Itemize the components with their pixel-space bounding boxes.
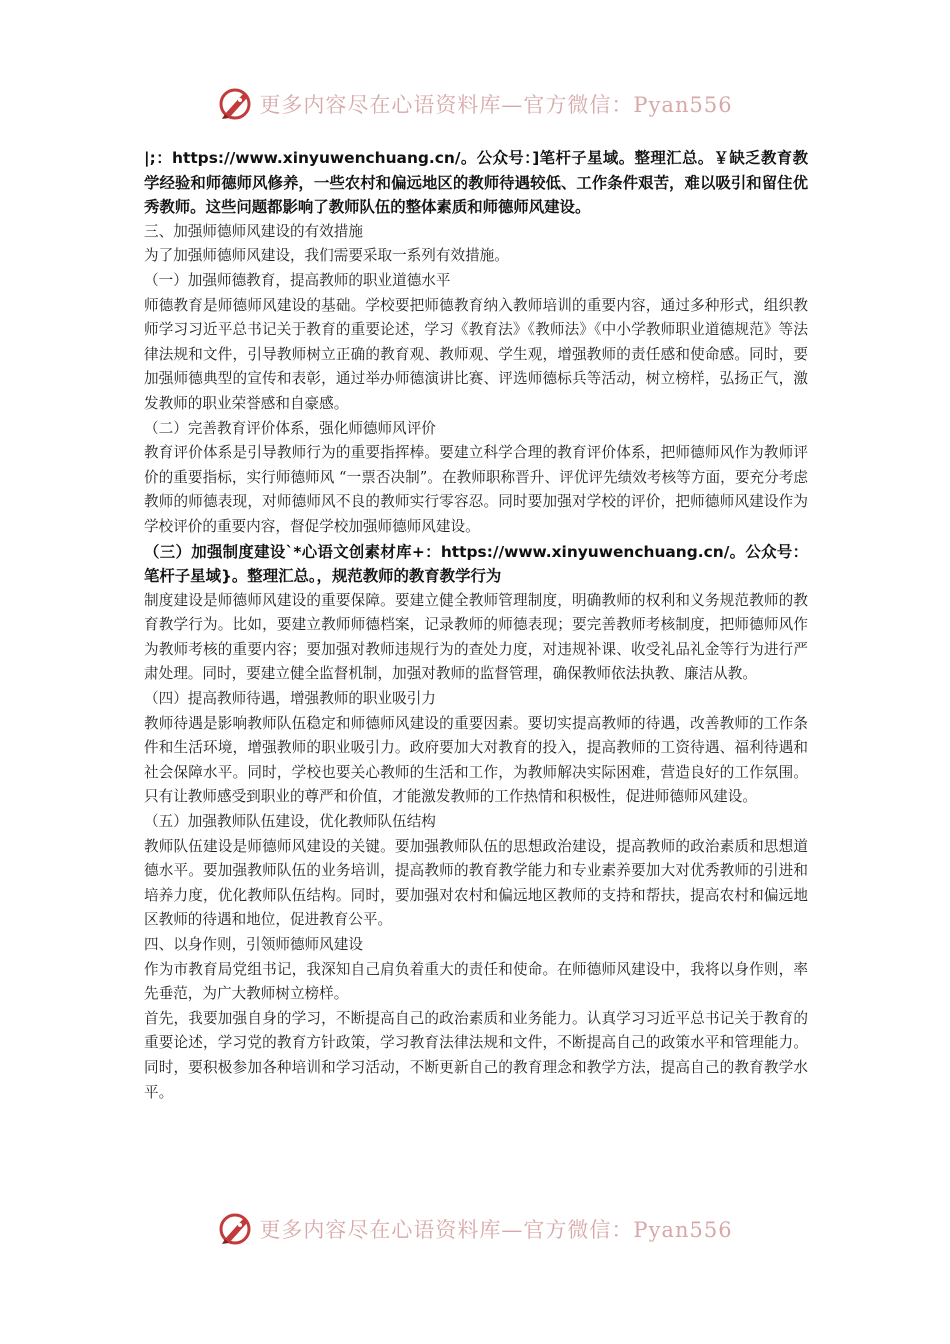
pen-logo-icon bbox=[217, 86, 253, 122]
footer-banner-text: 更多内容尽在心语资料库—官方微信：Pyan556 bbox=[259, 1218, 733, 1242]
subheading-1: （一）加强师德教育，提高教师的职业道德水平 bbox=[144, 271, 451, 289]
header-banner bbox=[0, 82, 950, 126]
header-banner-text: 更多内容尽在心语资料库—官方微信：Pyan556 bbox=[259, 93, 733, 117]
subheading-4: （四）提高教师待遇，增强教师的职业吸引力 bbox=[144, 690, 436, 708]
paragraph-self-study: 首先，我要加强自身的学习，不断提高自己的政治素质和业务能力。认真学习习近平总书记关于教育的重要论述，学习党的教育方针政策，学习教育法律法规和文件，不断提高自己的政策水平和管理能力。同时，要积极参加各种培训和学习活动，不断更新自己的教育理念和教学方法，提高自己的教育教学水平。 bbox=[144, 1009, 808, 1101]
subheading-5: （五）加强教师队伍建设，优化教师队伍结构 bbox=[144, 813, 436, 831]
paragraph-teacher-treatment: 教师待遇是影响教师队伍稳定和师德师风建设的重要因素。要切实提高教师的待遇，改善教师的工作条件和生活环境，增强教师的职业吸引力。政府要加大对教育的投入，提高教师的工资待遇、福利待遇和社会保障水平。同时，学校也要关心教师的生活和工作，为教师解决实际困难，营造良好的工作氛围。只有让教师感受到职业的尊严和价值，才能激发教师的工作热情和积极性，促进师德师风建设。 bbox=[144, 714, 808, 806]
subheading-2: （二）完善教育评价体系，强化师德师风评价 bbox=[144, 419, 436, 437]
section-heading-3: 三、加强师德师风建设的有效措施 bbox=[144, 222, 363, 240]
section-3-intro: 为了加强师德师风建设，我们需要采取一系列有效措施。 bbox=[144, 247, 509, 265]
paragraph-teacher-team: 教师队伍建设是师德师风建设的关键。要加强教师队伍的思想政治建设，提高教师的政治素质和思想道德水平。要加强教师队伍的业务培训，提高教师的教育教学能力和专业素养要加大对优秀教师的引进和培养力度，优化教师队伍结构。同时，要加强对农村和偏远地区教师的支持和帮扶，提高农村和偏远地区教师的待遇和地位，促进教育公平。 bbox=[144, 837, 808, 929]
paragraph-evaluation-system: 教育评价体系是引导教师行为的重要指挥棒。要建立科学合理的教育评价体系，把师德师风作为教师评价的重要指标，实行师德师风 “一票否决制”。在教师职称晋升、评优评先绩效考核等方面，要充分考虑教师的师德表现，对师德师风不良的教师实行零容忍。同时要加强对学校的评价，把师德师风建设作为学校评价的重要内容，督促学校加强师德师风建设。 bbox=[144, 444, 808, 535]
paragraph-ethics-education: 师德教育是师德师风建设的基础。学校要把师德教育纳入教师培训的重要内容，通过多种形式，组织教师学习习近平总书记关于教育的重要论述，学习《教育法》《教师法》《中小学教师职业道德规范》等法律法规和文件，引导教师树立正确的教育观、教师观、学生观，增强教师的责任感和使命感。同时，要加强师德典型的宣传和表彰，通过举办师德演讲比赛、评选师德标兵等活动，树立榜样，弘扬正气，激发教师的职业荣誉感和自豪感。 bbox=[144, 296, 808, 412]
intro-paragraph: |;：https://www.xinyuwenchuang.cn/。公众号：]笔杆子星域。整理汇总。￥缺乏教育教学经验和师德师风修养，一些农村和偏远地区的教师待遇较低、工作条件艰苦，难以吸引和留住优秀教师。这些问题都影响了教师队伍的整体素质和师德师风建设。 bbox=[144, 149, 808, 217]
subheading-3: （三）加强制度建设`*心语文创素材库+：https://www.xinyuwenchuang.cn/。公众号：笔杆子星域}。整理汇总。，规范教师的教育教学行为 bbox=[144, 542, 808, 586]
pen-logo-icon bbox=[217, 1211, 253, 1247]
footer-banner bbox=[0, 1207, 950, 1251]
paragraph-institutional-building: 制度建设是师德师风建设的重要保障。要建立健全教师管理制度，明确教师的权利和义务规范教师的教育教学行为。比如，要建立教师师德档案，记录教师的师德表现；要完善教师考核制度，把师德师风作为教师考核的重要内容；要加强对教师违规行为的查处力度，对违规补课、收受礼品礼金等行为进行严肃处理。同时，要建立健全监督机制，加强对教师的监督管理，确保教师依法执教、廉洁从教。 bbox=[144, 591, 808, 683]
document-body bbox=[144, 146, 808, 1105]
paragraph-lead-by-example: 作为市教育局党组书记，我深知自己肩负着重大的责任和使命。在师德师风建设中，我将以身作则，率先垂范，为广大教师树立榜样。 bbox=[144, 960, 808, 1003]
section-heading-4: 四、以身作则，引领师德师风建设 bbox=[144, 936, 363, 953]
